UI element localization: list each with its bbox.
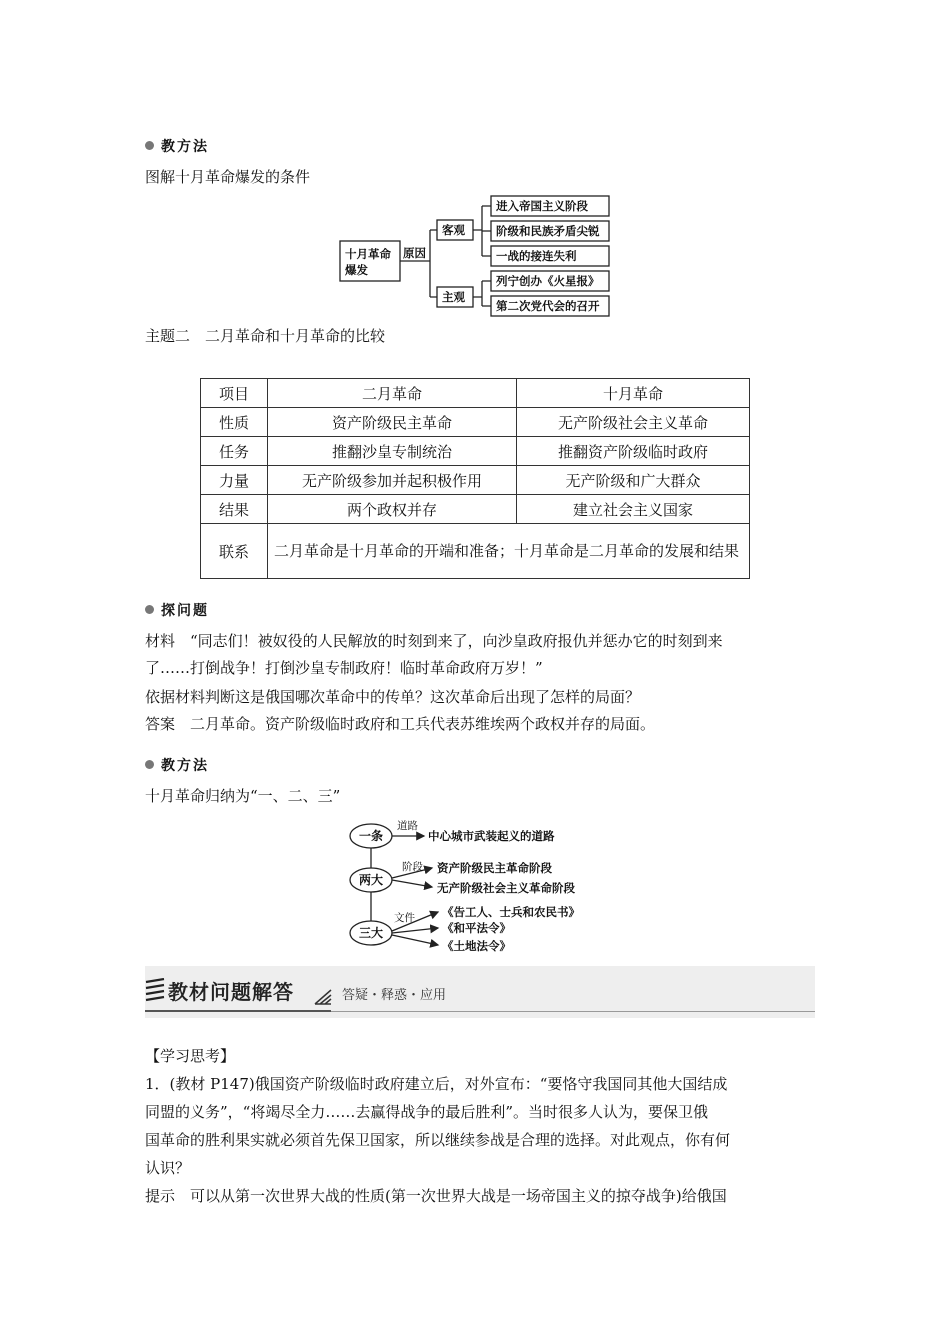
bullet-dot-icon (145, 760, 154, 769)
question-text: 依据材料判断这是俄国哪次革命中的传单？这次革命后出现了怎样的局面？ (145, 688, 641, 706)
root-label-line1: 十月革命 (345, 247, 391, 261)
answer-text: 答案 二月革命。资产阶级临时政府和工兵代表苏维埃两个政权并存的局面。 (145, 715, 656, 733)
arrow (392, 935, 438, 945)
objective-connector (473, 206, 491, 256)
subjective-connector (473, 281, 491, 306)
table-cell: 任务 (201, 437, 268, 466)
section-heading-questions: 探问题 (145, 600, 209, 620)
section-heading-methods: 教方法 (145, 755, 209, 775)
section-banner (145, 966, 815, 1018)
topic-title: 主题二 二月革命和十月革命的比较 (145, 327, 386, 345)
table-row (201, 495, 750, 524)
stripes-wedge-icon (313, 988, 333, 1006)
root-connector (400, 230, 437, 297)
table-cell: 建立社会主义国家 (517, 495, 750, 524)
one-two-three-diagram (340, 815, 615, 960)
document-item: 《和平法令》 (442, 921, 511, 935)
table-cell-link: 二月革命是十月革命的开端和准备；十月革命是二月革命的发展和结果 (268, 524, 750, 579)
subjective-item: 列宁创办《火星报》 (496, 274, 600, 288)
node-two-label: 两大 (359, 873, 384, 887)
material-line: 材料 “同志们！被奴役的人民解放的时刻到来了，向沙皇政府报仇并惩办它的时刻到来 (145, 632, 723, 650)
root-label-line2: 爆发 (345, 263, 368, 277)
table-cell: 联系 (201, 524, 268, 579)
bullet-dot-icon (145, 141, 154, 150)
question-line: 1．(教材 P147)俄国资产阶级临时政府建立后，对外宣布：“要恪守我国同其他大国结成 (145, 1075, 728, 1093)
conditions-diagram (330, 190, 620, 320)
material-line: 了……打倒战争！打倒沙皇专制政府！临时革命政府万岁！” (145, 659, 543, 677)
banner-underline (331, 1011, 815, 1012)
table-row (201, 408, 750, 437)
comparison-table (200, 378, 750, 579)
table-cell: 两个政权并存 (268, 495, 517, 524)
subjective-label: 主观 (442, 290, 465, 304)
table-row-link (201, 524, 750, 579)
table-cell: 性质 (201, 408, 268, 437)
diagram-intro: 十月革命归纳为“一、二、三” (145, 787, 341, 805)
bullet-dot-icon (145, 605, 154, 614)
table-cell: 结果 (201, 495, 268, 524)
stage-item: 无产阶级社会主义革命阶段 (437, 881, 575, 895)
banner-subtitle: 答疑・释惑・应用 (342, 988, 447, 1003)
document-item: 《告工人、士兵和农民书》 (442, 905, 580, 919)
stage-label: 阶段 (402, 861, 423, 873)
study-heading: 【学习思考】 (145, 1047, 236, 1065)
table-header-row (201, 379, 750, 408)
table-row (201, 466, 750, 495)
stage-item: 资产阶级民主革命阶段 (437, 861, 552, 875)
table-cell: 无产阶级参加并起积极作用 (268, 466, 517, 495)
table-cell: 力量 (201, 466, 268, 495)
document-item: 《土地法令》 (442, 939, 511, 953)
road-item: 中心城市武装起义的道路 (428, 829, 555, 843)
hint-line: 提示 可以从第一次世界大战的性质(第一次世界大战是一场帝国主义的掠夺战争)给俄国 (145, 1187, 727, 1205)
diagram-intro: 图解十月革命爆发的条件 (145, 168, 311, 186)
road-label: 道路 (397, 820, 418, 832)
table-header-cell: 十月革命 (517, 379, 750, 408)
question-line: 认识？ (145, 1159, 191, 1177)
objective-label: 客观 (442, 223, 465, 237)
banner-title: 教材问题解答 (168, 980, 294, 1004)
table-cell: 推翻资产阶级临时政府 (517, 437, 750, 466)
subjective-item: 第二次党代会的召开 (496, 299, 600, 313)
table-header-cell: 项目 (201, 379, 268, 408)
node-three-label: 三大 (359, 926, 384, 940)
table-header-cell: 二月革命 (268, 379, 517, 408)
objective-item: 一战的接连失利 (496, 249, 577, 263)
node-one-label: 一条 (359, 829, 384, 843)
question-line: 国革命的胜利果实就必须首先保卫国家，所以继续参战是合理的选择。对此观点，你有何 (145, 1131, 731, 1149)
table-cell: 无产阶级和广大群众 (517, 466, 750, 495)
objective-item: 阶级和民族矛盾尖锐 (496, 224, 600, 238)
objective-item: 进入帝国主义阶段 (496, 199, 588, 213)
table-row (201, 437, 750, 466)
arrow (392, 880, 432, 887)
question-line: 同盟的义务”，“将竭尽全力……去赢得战争的最后胜利”。当时很多人认为，要保卫俄 (145, 1103, 709, 1121)
document-label: 文件 (394, 912, 415, 924)
connector-label: 原因 (403, 246, 426, 260)
table-cell: 无产阶级社会主义革命 (517, 408, 750, 437)
table-cell: 资产阶级民主革命 (268, 408, 517, 437)
section-heading-methods: 教方法 (145, 136, 209, 156)
table-cell: 推翻沙皇专制统治 (268, 437, 517, 466)
banner-underline (145, 1010, 331, 1012)
stripes-icon (145, 978, 165, 1002)
